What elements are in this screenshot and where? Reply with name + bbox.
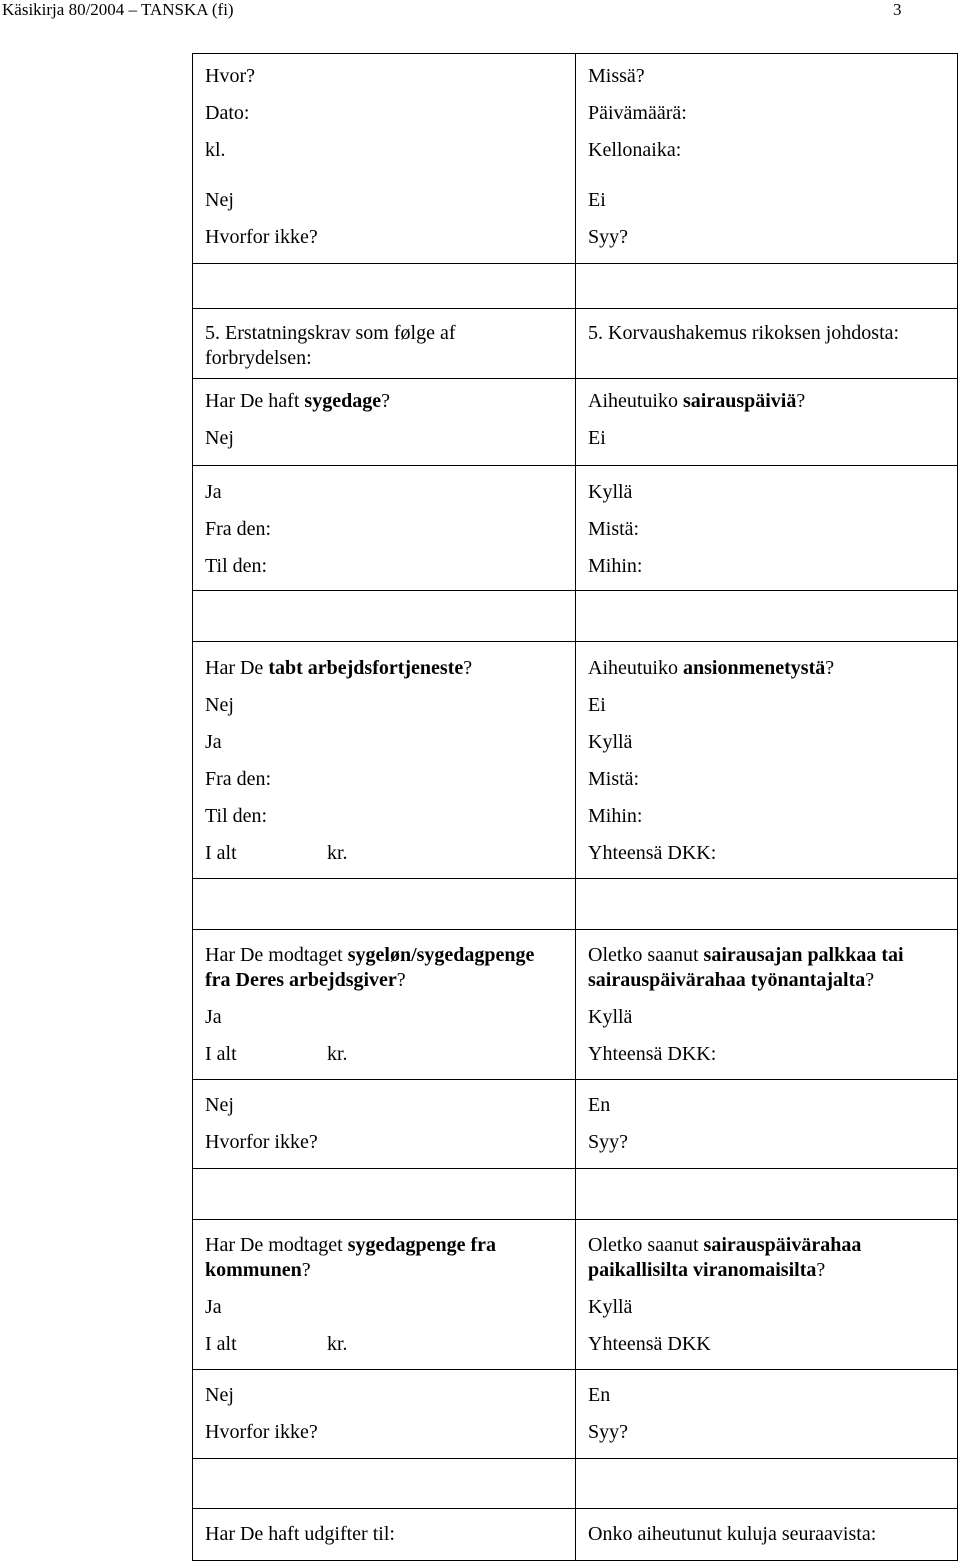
form-row-sick-pay-employer-no <box>193 1080 958 1169</box>
question-text: Aiheutuiko <box>588 390 683 412</box>
question-label <box>205 650 563 687</box>
no-option: Ei <box>588 189 606 211</box>
form-row-sick-days-yes <box>193 466 958 591</box>
form-row-sick-pay-municipality <box>193 1220 958 1370</box>
yes-option: Kyllä <box>588 731 633 753</box>
form-row-lost-earnings <box>193 642 958 879</box>
question-label <box>588 650 945 687</box>
question-mark: ? <box>796 390 806 412</box>
question-label <box>588 943 945 993</box>
question-text: Oletko saanut <box>588 1234 704 1256</box>
form-spacer-row <box>193 591 958 642</box>
form-row-expenses <box>193 1509 958 1561</box>
empty-cell <box>193 879 576 930</box>
no-option: Nej <box>205 189 234 211</box>
why-not-label: Syy? <box>588 1131 628 1153</box>
no-option: Ei <box>588 694 606 716</box>
date-label: Dato: <box>205 102 250 124</box>
question-label <box>588 383 945 420</box>
empty-cell <box>193 1459 576 1509</box>
yes-option: Kyllä <box>588 1006 633 1028</box>
section-heading: 5. Erstatningskrav som følge af forbrydelsen: <box>205 322 456 369</box>
to-date-label: Til den: <box>205 555 268 577</box>
cell-right <box>576 54 958 264</box>
currency-label: kr. <box>327 1333 348 1355</box>
question-keyword: sairauspäiviä <box>683 390 797 412</box>
no-option: Nej <box>205 1384 234 1406</box>
question-text: Har De <box>205 657 269 679</box>
no-option: Ei <box>588 427 606 449</box>
no-option: Nej <box>205 1094 234 1116</box>
total-label: Yhteensä DKK <box>588 1333 711 1355</box>
form-row-incident <box>193 54 958 264</box>
form-spacer-row <box>193 1169 958 1220</box>
total-amount-line <box>205 1036 563 1073</box>
page-header-title: Käsikirja 80/2004 – TANSKA (fi) <box>2 0 234 19</box>
where-label: Missä? <box>588 65 645 87</box>
from-date-label: Fra den: <box>205 768 272 790</box>
question-label <box>205 943 563 993</box>
form-spacer-row <box>193 264 958 309</box>
empty-cell <box>193 264 576 309</box>
currency-label: kr. <box>327 1043 348 1065</box>
expenses-label: Onko aiheutunut kuluja seuraavista: <box>588 1523 877 1545</box>
question-text: Har De haft <box>205 390 305 412</box>
claim-form-table <box>192 53 958 1561</box>
total-amount-line <box>205 835 563 872</box>
question-text: Har De modtaget <box>205 944 348 966</box>
cell-left <box>193 466 576 591</box>
empty-cell <box>576 591 958 642</box>
from-date-label: Mistä: <box>588 768 640 790</box>
empty-cell <box>576 264 958 309</box>
date-label: Päivämäärä: <box>588 102 687 124</box>
from-date-label: Fra den: <box>205 518 272 540</box>
cell-right <box>576 379 958 466</box>
to-date-label: Mihin: <box>588 555 643 577</box>
from-date-label: Mistä: <box>588 518 640 540</box>
cell-right <box>576 930 958 1080</box>
form-row-sick-pay-municipality-no <box>193 1370 958 1459</box>
expenses-label: Har De haft udgifter til: <box>205 1523 395 1545</box>
total-amount-line <box>205 1326 563 1363</box>
cell-left <box>193 1509 576 1561</box>
question-keyword: sygedagpenge fra kommunen <box>205 1234 497 1281</box>
cell-right <box>576 1370 958 1459</box>
question-label <box>588 1233 945 1283</box>
why-not-label: Syy? <box>588 1421 628 1443</box>
cell-left <box>193 309 576 379</box>
cell-right <box>576 1509 958 1561</box>
question-mark: ? <box>301 1259 311 1281</box>
empty-cell <box>193 591 576 642</box>
yes-option: Kyllä <box>588 1296 633 1318</box>
to-date-label: Mihin: <box>588 805 643 827</box>
question-keyword: tabt arbejdsfortjeneste <box>268 657 464 679</box>
cell-left <box>193 930 576 1080</box>
question-keyword: sairauspäivärahaa paikallisilta viranomaisilta <box>588 1234 862 1281</box>
question-text: Aiheutuiko <box>588 657 683 679</box>
cell-left <box>193 54 576 264</box>
empty-cell <box>193 1169 576 1220</box>
form-spacer-row <box>193 879 958 930</box>
cell-left <box>193 1080 576 1169</box>
question-label <box>205 383 563 420</box>
total-label: Yhteensä DKK: <box>588 842 717 864</box>
time-label: Kellonaika: <box>588 139 682 161</box>
cell-left <box>193 379 576 466</box>
currency-label: kr. <box>327 842 348 864</box>
question-mark: ? <box>396 969 406 991</box>
total-label: I alt <box>205 842 237 864</box>
section-heading: 5. Korvaushakemus rikoksen johdosta: <box>588 322 900 344</box>
question-keyword: ansionmenetystä <box>683 657 826 679</box>
no-option: En <box>588 1384 611 1406</box>
yes-option: Kyllä <box>588 481 633 503</box>
empty-cell <box>576 1169 958 1220</box>
yes-option: Ja <box>205 1006 222 1028</box>
question-keyword: sairausajan palkkaa tai sairauspäivärahaa työnantajalta <box>588 944 904 991</box>
form-row-section5-heading <box>193 309 958 379</box>
cell-left <box>193 642 576 879</box>
cell-right <box>576 1220 958 1370</box>
page-number: 3 <box>893 0 902 19</box>
cell-right <box>576 466 958 591</box>
total-label: I alt <box>205 1043 237 1065</box>
empty-cell <box>576 879 958 930</box>
why-not-label: Hvorfor ikke? <box>205 1421 318 1443</box>
yes-option: Ja <box>205 731 222 753</box>
no-option: En <box>588 1094 611 1116</box>
page-header <box>0 0 960 22</box>
empty-cell <box>576 1459 958 1509</box>
no-option: Nej <box>205 694 234 716</box>
yes-option: Ja <box>205 481 222 503</box>
form-spacer-row <box>193 1459 958 1509</box>
cell-left <box>193 1220 576 1370</box>
cell-left <box>193 1370 576 1459</box>
where-label: Hvor? <box>205 65 255 87</box>
total-label: I alt <box>205 1333 237 1355</box>
question-keyword: sygeløn/sygedagpenge fra Deres arbejdsgiver <box>205 944 535 991</box>
cell-right <box>576 642 958 879</box>
question-mark: ? <box>865 969 875 991</box>
question-keyword: sygedage <box>304 390 382 412</box>
form-row-sick-days-question <box>193 379 958 466</box>
question-mark: ? <box>463 657 473 679</box>
why-not-label: Syy? <box>588 226 628 248</box>
question-text: Har De modtaget <box>205 1234 348 1256</box>
time-label: kl. <box>205 139 226 161</box>
question-mark: ? <box>816 1259 826 1281</box>
form-row-sick-pay-employer <box>193 930 958 1080</box>
why-not-label: Hvorfor ikke? <box>205 1131 318 1153</box>
question-label <box>205 1233 563 1283</box>
question-mark: ? <box>381 390 390 412</box>
question-mark: ? <box>825 657 835 679</box>
to-date-label: Til den: <box>205 805 268 827</box>
yes-option: Ja <box>205 1296 222 1318</box>
cell-right <box>576 309 958 379</box>
question-text: Oletko saanut <box>588 944 704 966</box>
why-not-label: Hvorfor ikke? <box>205 226 318 248</box>
no-option: Nej <box>205 427 234 449</box>
cell-right <box>576 1080 958 1169</box>
total-label: Yhteensä DKK: <box>588 1043 717 1065</box>
